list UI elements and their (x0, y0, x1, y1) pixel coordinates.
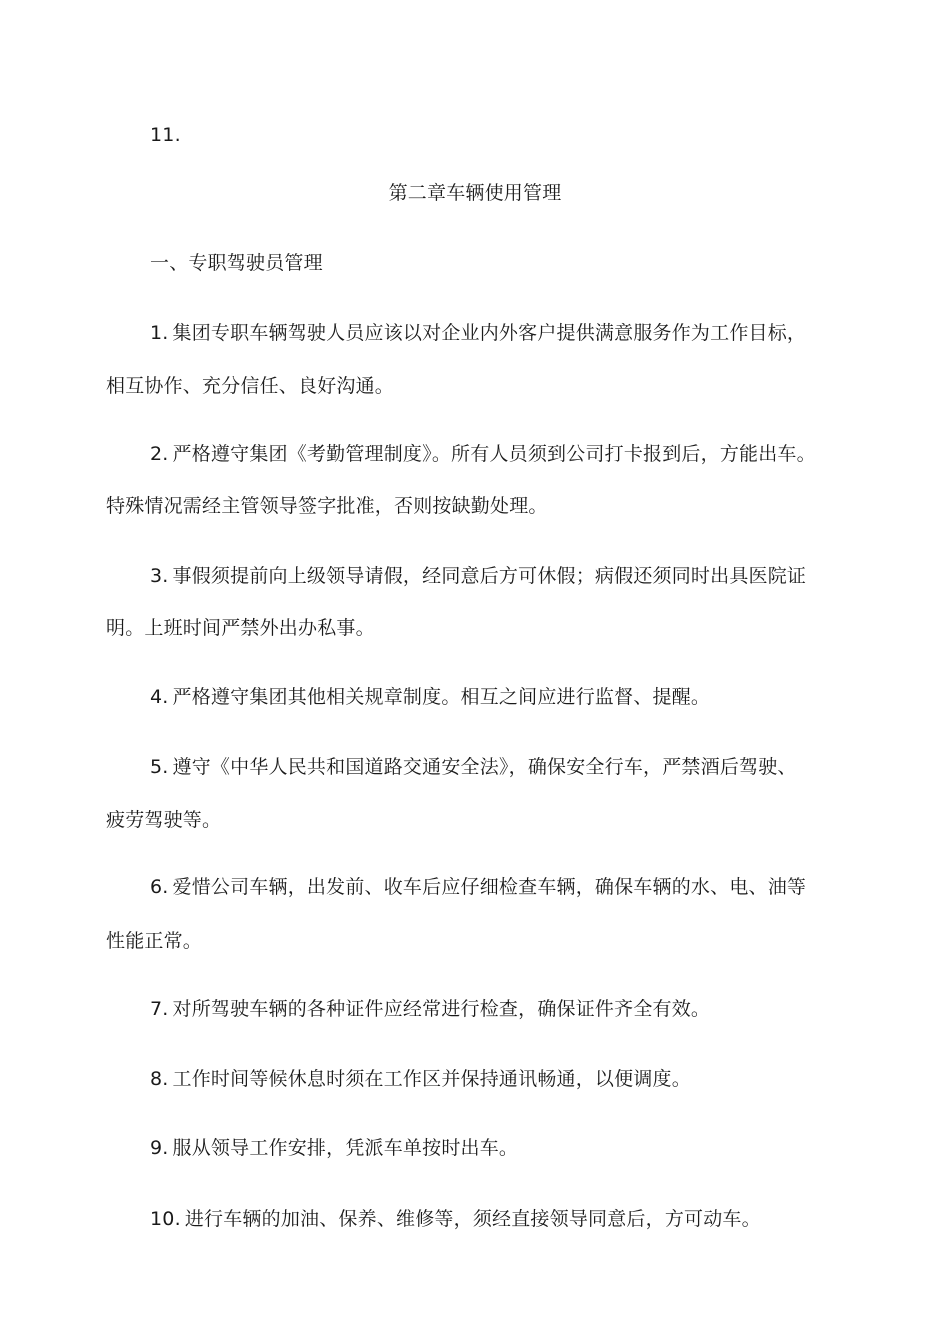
item-continuation: 性能正常。 (106, 930, 203, 952)
section-heading: 一、专职驾驶员管理 (150, 252, 323, 274)
item-text: 严格遵守集团《考勤管理制度》。所有人员须到公司打卡报到后，方能出车。 (172, 443, 816, 465)
item-number: 5. (150, 756, 169, 778)
item-text: 对所驾驶车辆的各种证件应经常进行检查，确保证件齐全有效。 (172, 998, 711, 1020)
page-number: 11. (150, 124, 181, 146)
list-item (150, 1135, 518, 1161)
item-number: 9. (150, 1137, 169, 1159)
item-text: 遵守《中华人民共和国道路交通安全法》，确保安全行车，严禁酒后驾驶、 (172, 756, 797, 778)
item-number: 4. (150, 686, 169, 708)
item-number: 8. (150, 1068, 169, 1090)
item-continuation: 相互协作、充分信任、良好沟通。 (106, 375, 395, 397)
item-text: 集团专职车辆驾驶人员应该以对企业内外客户提供满意服务作为工作目标， (172, 322, 807, 344)
list-item (150, 1206, 761, 1232)
chapter-title: 第二章车辆使用管理 (388, 182, 562, 204)
list-item (150, 441, 816, 467)
list-item (150, 996, 710, 1022)
item-continuation: 特殊情况需经主管领导签字批准，否则按缺勤处理。 (106, 495, 548, 517)
item-number: 6. (150, 876, 169, 898)
item-text: 爱惜公司车辆，出发前、收车后应仔细检查车辆，确保车辆的水、电、油等 (172, 876, 807, 898)
list-item (150, 754, 797, 780)
list-item (150, 684, 710, 710)
item-text: 工作时间等候休息时须在工作区并保持通讯畅通，以便调度。 (172, 1068, 691, 1090)
item-number: 3. (150, 565, 169, 587)
item-text: 严格遵守集团其他相关规章制度。相互之间应进行监督、提醒。 (172, 686, 711, 708)
item-number: 7. (150, 998, 169, 1020)
item-text: 进行车辆的加油、保养、维修等，须经直接领导同意后，方可动车。 (184, 1208, 761, 1230)
item-continuation: 疲劳驾驶等。 (106, 809, 222, 831)
list-item (150, 320, 806, 346)
item-text: 事假须提前向上级领导请假，经同意后方可休假；病假还须同时出具医院证 (172, 565, 807, 587)
item-continuation: 明。上班时间严禁外出办私事。 (106, 617, 375, 639)
item-number: 10. (150, 1208, 181, 1230)
item-number: 2. (150, 443, 169, 465)
list-item (150, 874, 806, 900)
list-item (150, 1066, 691, 1092)
item-number: 1. (150, 322, 169, 344)
list-item (150, 563, 806, 589)
item-text: 服从领导工作安排，凭派车单按时出车。 (172, 1137, 519, 1159)
